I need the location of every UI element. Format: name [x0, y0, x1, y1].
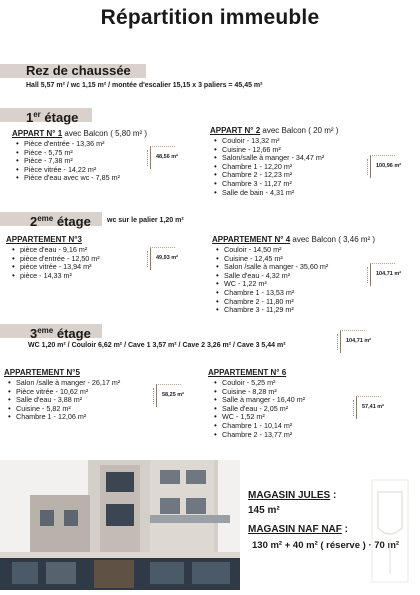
- list-item: • Chambre 1 - 12,06 m²: [8, 413, 120, 422]
- list-item: • Pièce d'entrée - 13,36 m²: [16, 140, 120, 149]
- appt2-rooms: [214, 137, 324, 197]
- appt4-total: 104,71 m²: [376, 271, 402, 277]
- list-item: • Salon /salle à manger - 35,60 m²: [216, 263, 328, 272]
- list-item: • WC - 1,22 m²: [216, 280, 328, 289]
- list-item: • Couloir - 5,25 m²: [214, 379, 305, 388]
- list-item: • Couloir - 13,32 m²: [214, 137, 324, 146]
- list-item: • Cuisine - 12,66 m²: [214, 146, 324, 155]
- list-item: • Salle à manger - 16,40 m²: [214, 396, 305, 405]
- appt1-plan-icon: [150, 146, 179, 169]
- floor3-total: 104,71 m²: [346, 338, 372, 344]
- list-item: • Couloir - 14,50 m²: [216, 246, 328, 255]
- list-item: • Pièce vitrée - 14,22 m²: [16, 166, 120, 175]
- list-item: • Cuisine - 8,28 m²: [214, 388, 305, 397]
- rdc-label: Rez de chaussée: [26, 63, 131, 78]
- list-item: • Chambre 2 - 11,80 m²: [216, 298, 328, 307]
- list-item: • Chambre 1 - 12,20 m²: [214, 163, 324, 172]
- appt6-rooms: [214, 379, 305, 439]
- appt3-heading: APPARTEMENT N°3: [6, 235, 82, 244]
- list-item: • Chambre 1 - 13,53 m²: [216, 289, 328, 298]
- shop-jules-label: MAGASIN JULES :: [248, 490, 337, 501]
- list-item: • Chambre 1 - 10,14 m²: [214, 422, 305, 431]
- appt1-heading: APPART N° 1 avec Balcon ( 5,80 m² ): [12, 129, 148, 138]
- list-item: • Salon /salle à manger - 26,17 m²: [8, 379, 120, 388]
- list-item: • Pièce - 5,75 m²: [16, 149, 120, 158]
- appt5-rooms: [8, 379, 120, 422]
- floor3-plan-icon: [340, 330, 372, 353]
- appt1-rooms: [16, 140, 120, 183]
- list-item: • Salle de bain - 4,31 m²: [214, 189, 324, 198]
- floor3-note: WC 1,20 m² / Couloir 6,62 m² / Cave 1 3,57 m² / Cave 2 3,26 m² / Cave 3 5,44 m²: [28, 342, 286, 349]
- appt3-plan-icon: [150, 247, 179, 270]
- appt4-heading: APPARTEMENT N° 4 avec Balcon ( 3,46 m² ): [212, 235, 376, 244]
- floor1-label: 1er étage: [26, 110, 79, 125]
- list-item: • pièce vitrée - 13,94 m²: [12, 263, 100, 272]
- page-title: Répartition immeuble: [100, 6, 320, 29]
- appt3-total: 49,93 m²: [156, 255, 179, 261]
- list-item: • pièce d'entrée - 12,50 m²: [12, 255, 100, 264]
- list-item: • Pièce d'eau avec wc - 7,85 m²: [16, 174, 120, 183]
- floor2-label: 2eme étage: [30, 214, 91, 229]
- appt4-plan-icon: [370, 263, 402, 286]
- rdc-note: Hall 5,57 m² / wc 1,15 m² / montée d'escalier 15,15 x 3 paliers = 45,45 m²: [26, 82, 263, 89]
- list-item: • WC - 1,52 m²: [214, 413, 305, 422]
- appt1-total: 48,56 m²: [156, 154, 179, 160]
- appt5-total: 58,25 m²: [162, 392, 185, 398]
- list-item: • Salle d'eau - 2,05 m²: [214, 405, 305, 414]
- list-item: • Cuisine - 5,82 m²: [8, 405, 120, 414]
- list-item: • Chambre 3 - 11,29 m²: [216, 306, 328, 315]
- list-item: • Salon/salle à manger - 34,47 m²: [214, 154, 324, 163]
- list-item: • Chambre 2 - 13,77 m²: [214, 431, 305, 440]
- list-item: • Salle d'eau - 3,88 m²: [8, 396, 120, 405]
- watermark-logo: [370, 478, 410, 584]
- list-item: • pièce - 14,33 m²: [12, 272, 100, 281]
- list-item: • Chambre 2 - 12,23 m²: [214, 171, 324, 180]
- floor3-label: 3eme étage: [30, 326, 91, 341]
- list-item: • pièce d'eau - 9,16 m²: [12, 246, 100, 255]
- list-item: • Pièce vitrée - 10,62 m²: [8, 388, 120, 397]
- list-item: • Pièce - 7,38 m²: [16, 157, 120, 166]
- floor2-note: wc sur le palier 1,20 m²: [107, 217, 184, 224]
- shop-jules-area: 145 m²: [248, 505, 280, 516]
- list-item: • Salle d'eau - 4,32 m²: [216, 272, 328, 281]
- appt3-rooms: [12, 246, 100, 280]
- appt5-plan-icon: [156, 384, 185, 407]
- appt6-total: 57,41 m²: [362, 404, 385, 410]
- appt4-rooms: [216, 246, 328, 315]
- shop-nafnaf-label: MAGASIN NAF NAF :: [248, 524, 348, 535]
- appt6-plan-icon: [356, 396, 385, 419]
- appt2-heading: APPART N° 2 avec Balcon ( 20 m² ): [210, 126, 339, 135]
- appt5-heading: APPARTEMENT N°5: [4, 368, 80, 377]
- appt2-total: 100,96 m²: [376, 163, 402, 169]
- building-photo: [0, 460, 240, 590]
- appt6-heading: APPARTEMENT N° 6: [208, 368, 287, 377]
- shop-nafnaf-area: 130 m² + 40 m² ( réserve ) · 70 m²: [252, 540, 400, 551]
- appt2-plan-icon: [370, 155, 402, 178]
- list-item: • Cuisine - 12,45 m²: [216, 255, 328, 264]
- list-item: • Chambre 3 - 11,27 m²: [214, 180, 324, 189]
